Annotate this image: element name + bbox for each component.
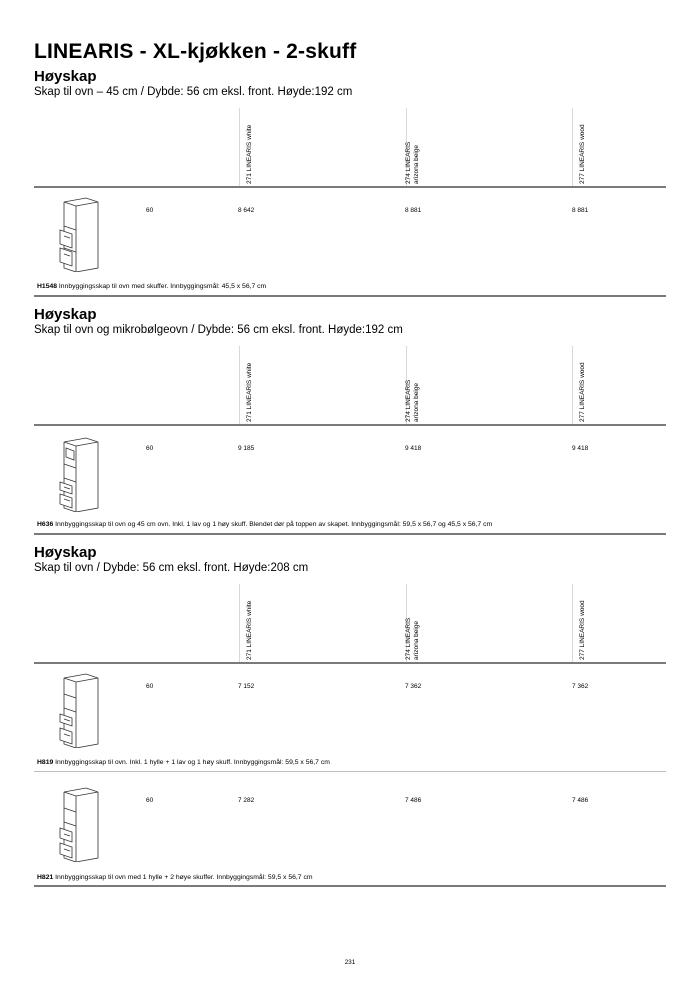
price-wood: 7 486 <box>572 797 589 804</box>
price-white: 9 185 <box>238 445 255 452</box>
column-header-arizona-beige: 274 LINEARIS arizona beige <box>405 379 420 422</box>
width-value: 60 <box>146 797 154 804</box>
section-title: Høyskap <box>34 306 97 323</box>
price-wood: 9 418 <box>572 445 589 452</box>
section-oven-45 <box>34 68 666 298</box>
price-arizona-beige: 7 362 <box>405 683 422 690</box>
section-title: Høyskap <box>34 544 97 561</box>
price-wood: 8 881 <box>572 207 589 214</box>
price-white: 7 282 <box>238 797 255 804</box>
product-description: H819 Innbyggingsskap til ovn. Inkl. 1 hylle + 1 lav og 1 høy skuff. Innbyggingsmål: 59,5 x 56,7 cm <box>37 759 330 766</box>
price-arizona-beige: 9 418 <box>405 445 422 452</box>
width-value: 60 <box>146 445 154 452</box>
section-oven-208 <box>34 544 666 889</box>
product-description: H821 Innbyggingsskap til ovn med 1 hylle + 2 høye skuffer. Innbyggingsmål: 59,5 x 56,7 cm <box>37 874 313 881</box>
price-white: 8 642 <box>238 207 255 214</box>
column-header-wood: 277 LINEARIS wood <box>579 124 586 184</box>
tall-cabinet-oven-microwave-icon <box>46 436 106 512</box>
column-header-wood: 277 LINEARIS wood <box>579 362 586 422</box>
section-subtitle: Skap til ovn / Dybde: 56 cm eksl. front. Høyde:208 cm <box>34 562 309 574</box>
column-header-white: 271 LINEARIS white <box>246 362 253 422</box>
column-header-wood: 277 LINEARIS wood <box>579 600 586 660</box>
tall-cabinet-oven-two-drawers-icon <box>46 786 106 862</box>
section-title: Høyskap <box>34 68 97 85</box>
product-description: H1548 Innbyggingsskap til ovn med skuffer. Innbyggingsmål: 45,5 x 56,7 cm <box>37 283 267 290</box>
price-arizona-beige: 8 881 <box>405 207 422 214</box>
width-value: 60 <box>146 683 154 690</box>
column-header-arizona-beige: 274 LINEARIS arizona beige <box>405 141 420 184</box>
page-number: 231 <box>344 959 356 966</box>
section-subtitle: Skap til ovn og mikrobølgeovn / Dybde: 56 cm eksl. front. Høyde:192 cm <box>34 324 403 336</box>
column-header-white: 271 LINEARIS white <box>246 124 253 184</box>
section-oven-microwave <box>34 306 666 536</box>
product-description: H636 Innbyggingsskap til ovn og 45 cm ovn. Inkl. 1 lav og 1 høy skuff. Blendet dør på toppen av skapet. Innbyggingsmål: 59,5 x 56,7 og 45,5 x 56,7 cm <box>37 521 493 528</box>
price-wood: 7 362 <box>572 683 589 690</box>
price-arizona-beige: 7 486 <box>405 797 422 804</box>
section-subtitle: Skap til ovn – 45 cm / Dybde: 56 cm eksl. front. Høyde:192 cm <box>34 86 353 98</box>
column-header-white: 271 LINEARIS white <box>246 600 253 660</box>
price-white: 7 152 <box>238 683 255 690</box>
width-value: 60 <box>146 207 154 214</box>
tall-cabinet-oven-drawers-icon <box>46 196 106 272</box>
page-title: LINEARIS - XL-kjøkken - 2-skuff <box>34 40 357 63</box>
tall-cabinet-oven-shelf-icon <box>46 672 106 748</box>
column-header-arizona-beige: 274 LINEARIS arizona beige <box>405 617 420 660</box>
